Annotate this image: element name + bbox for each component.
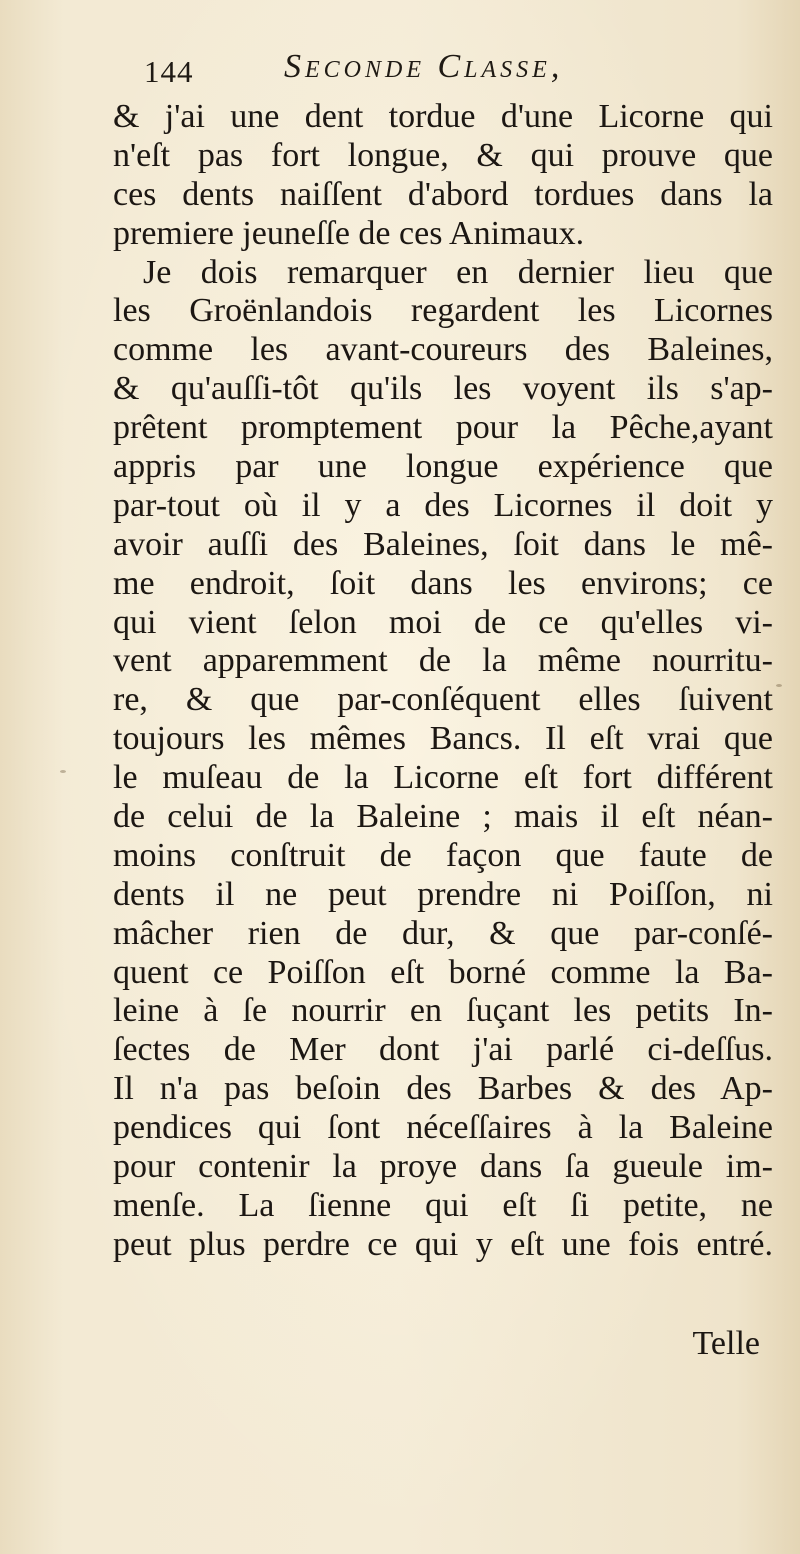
text-line: par-tout où il y a des Licornes il doit y xyxy=(113,486,773,524)
text-line: avoir auſſi des Baleines, ſoit dans le mê- xyxy=(113,525,773,563)
text-line: leine à ſe nourrir en ſuçant les petits In- xyxy=(113,992,773,1030)
text-line: qui vient ſelon moi de ce qu'elles vi- xyxy=(113,603,773,641)
paragraph-start-line: Je dois remarquer en dernier lieu que xyxy=(143,253,773,291)
text-line: Il n'a pas beſoin des Barbes & des Ap- xyxy=(113,1070,773,1108)
text-line: re, & que par-conſéquent elles ſuivent xyxy=(113,681,773,719)
body-text xyxy=(113,98,773,1265)
catchword: Telle xyxy=(692,1325,760,1362)
text-line: n'eſt pas fort longue, & qui prouve que xyxy=(113,136,773,174)
text-line: prêtent promptement pour la Pêche,ayant xyxy=(113,409,773,447)
text-line: ces dents naiſſent d'abord tordues dans la xyxy=(113,175,773,213)
text-line: & qu'auſſi-tôt qu'ils les voyent ils s'ap- xyxy=(113,370,773,408)
text-line: de celui de la Baleine ; mais il eſt néan- xyxy=(113,798,773,836)
text-line: ſectes de Mer dont j'ai parlé ci-deſſus. xyxy=(113,1031,773,1069)
text-line: appris par une longue expérience que xyxy=(113,448,773,486)
text-line: peut plus perdre ce qui y eſt une fois entré. xyxy=(113,1225,773,1263)
text-line: pendices qui ſont néceſſaires à la Baleine xyxy=(113,1109,773,1147)
running-head: Seconde Classe, xyxy=(284,48,564,85)
text-line: les Groënlandois regardent les Licornes xyxy=(113,292,773,330)
page-number: 144 xyxy=(144,54,194,89)
text-line: moins conſtruit de façon que faute de xyxy=(113,836,773,874)
page-header xyxy=(144,48,744,98)
text-line: premiere jeuneſſe de ces Animaux. xyxy=(113,214,585,252)
paper-speck xyxy=(776,684,782,687)
text-line: vent apparemment de la même nourritu- xyxy=(113,642,773,680)
text-line: dents il ne peut prendre ni Poiſſon, ni xyxy=(113,875,773,913)
paper-speck xyxy=(60,770,66,773)
text-line: pour contenir la proye dans ſa gueule im- xyxy=(113,1148,773,1186)
text-line: me endroit, ſoit dans les environs; ce xyxy=(113,564,773,602)
text-line: le muſeau de la Licorne eſt fort différent xyxy=(113,759,773,797)
text-line: menſe. La ſienne qui eſt ſi petite, ne xyxy=(113,1186,773,1224)
text-line: mâcher rien de dur, & que par-conſé- xyxy=(113,914,773,952)
text-line: toujours les mêmes Bancs. Il eſt vrai que xyxy=(113,720,773,758)
text-line: & j'ai une dent tordue d'une Licorne qui xyxy=(113,98,773,135)
text-line: comme les avant-coureurs des Baleines, xyxy=(113,331,773,369)
text-line: quent ce Poiſſon eſt borné comme la Ba- xyxy=(113,953,773,991)
